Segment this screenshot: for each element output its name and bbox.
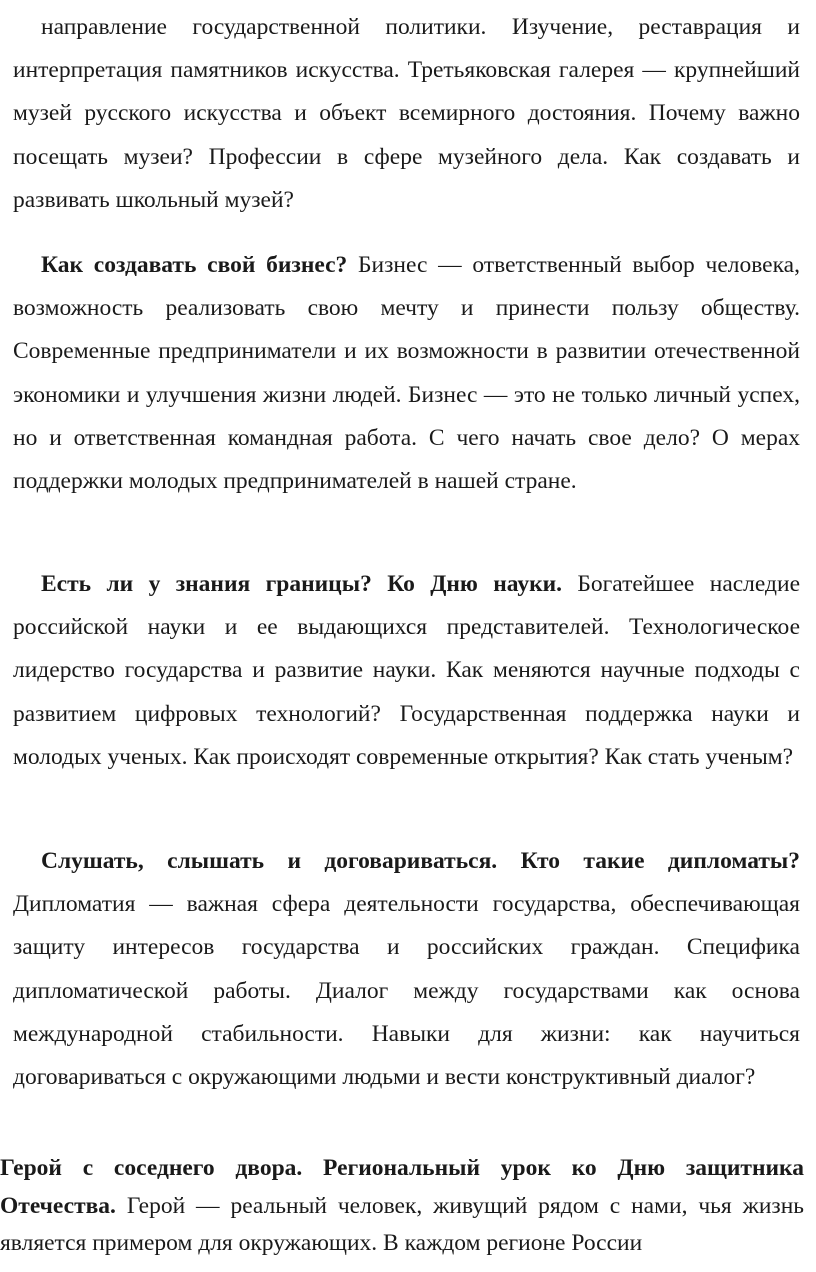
paragraph-museums (13, 6, 800, 222)
paragraph-text: Дипломатия — важная сфера деятельности государства, обеспечивающая защиту интересов государства и российских граждан. Специфика дипломатической работы. Диалог между государствами как основа международной стабильности. Навыки для жизни: как научиться договариваться с окружающими людьми и вести конструктивный диалог? (13, 891, 800, 1091)
paragraph-text: Богатейшее наследие российской науки и ее выдающихся представителей. Технологическое лидерство государства и развитие науки. Как меняются научные подходы с развитием цифровых технологий? Государственная поддержка науки и молодых ученых. Как происходят современные открытия? Как стать ученым? (13, 571, 800, 770)
paragraph-science (13, 563, 800, 779)
paragraph-text: Бизнес — ответственный выбор человека, возможность реализовать свою мечту и принести пользу обществу. Современные предприниматели и их возможности в развитии отечественной экономики и улучшения жизни людей. Бизнес — это не только личный успех, но и ответственная командная работа. С чего начать свое дело? О мерах поддержки молодых предпринимателей в нашей стране. (13, 252, 800, 495)
paragraph-diplomacy (13, 840, 800, 1099)
paragraph-heading: Слушать, слышать и договариваться. Кто такие дипломаты? (41, 848, 800, 874)
paragraph-heading: Герой с соседнего двора. Региональный урок ко Дню защитника Отечества. (0, 1155, 804, 1219)
paragraph-heading: Как создавать свой бизнес? (41, 252, 348, 278)
paragraph-heading: Есть ли у знания границы? Ко Дню науки. (41, 571, 563, 597)
paragraph-text: направление государственной политики. Изучение, реставрация и интерпретация памятников искусства. Третьяковская галерея — крупнейший музей русского искусства и объект всемирного достояния. Почему важно посещать музеи? Профессии в сфере музейного дела. Как создавать и развивать школьный музей? (13, 14, 800, 213)
paragraph-hero (0, 1150, 804, 1263)
paragraph-text: Герой — реальный человек, живущий рядом с нами, чья жизнь является примером для окружающих. В каждом регионе России (0, 1192, 804, 1256)
paragraph-business (13, 244, 800, 503)
